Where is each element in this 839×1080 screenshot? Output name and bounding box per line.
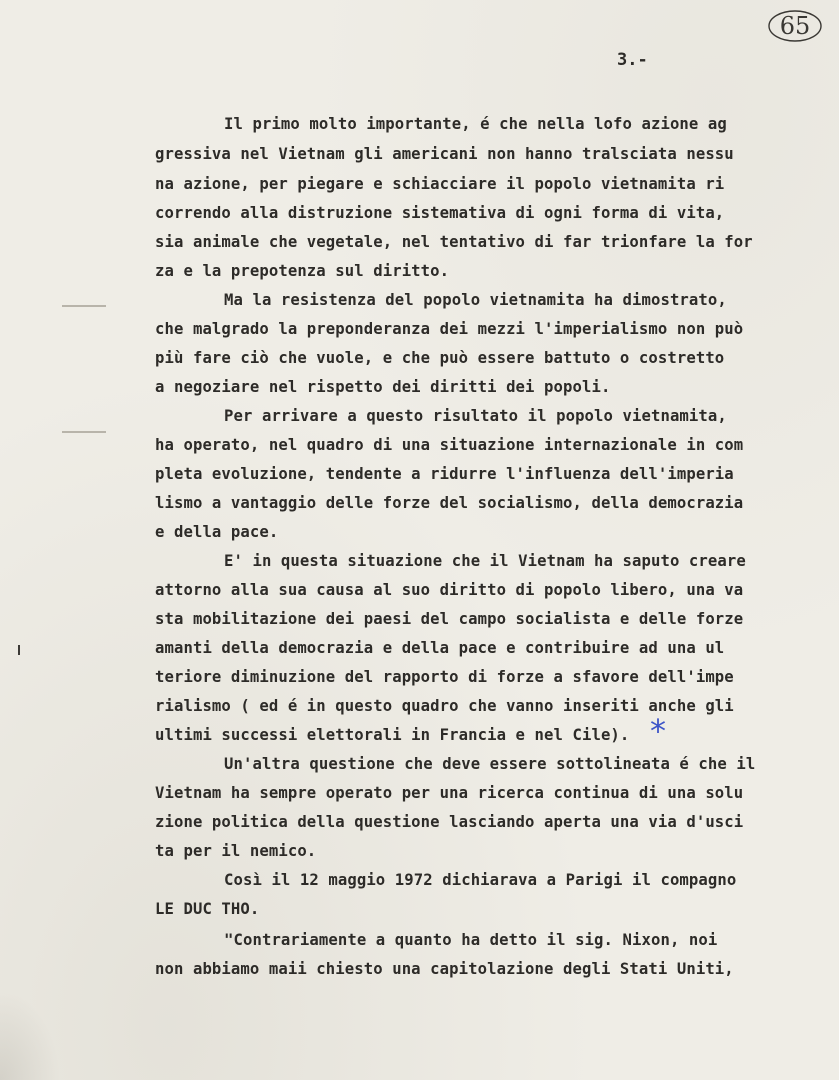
text-line: correndo alla distruzione sistemativa di ogni forma di vita, bbox=[155, 204, 725, 222]
text-line: "Contrariamente a quanto ha detto il sig. Nixon, noi bbox=[224, 931, 718, 949]
text-line: Un'altra questione che deve essere sottolineata é che il bbox=[224, 755, 756, 773]
archive-number: 65 bbox=[779, 12, 811, 40]
text-line: lismo a vantaggio delle forze del socialismo, della democrazia bbox=[155, 494, 744, 512]
margin-mark bbox=[62, 431, 106, 433]
text-line: Così il 12 maggio 1972 dichiarava a Parigi il compagno bbox=[224, 871, 737, 889]
text-line: ultimi successi elettorali in Francia e nel Cile). bbox=[155, 726, 630, 744]
text-line: rialismo ( ed é in questo quadro che vanno inseriti anche gli bbox=[155, 697, 734, 715]
text-line: E' in questa situazione che il Vietnam ha saputo creare bbox=[224, 552, 746, 570]
margin-tick bbox=[18, 645, 20, 655]
asterisk-annotation: * bbox=[650, 712, 666, 750]
text-line: za e la prepotenza sul diritto. bbox=[155, 262, 450, 280]
text-line: a negoziare nel rispetto dei diritti dei popoli. bbox=[155, 378, 611, 396]
text-line: Vietnam ha sempre operato per una ricerca continua di una solu bbox=[155, 784, 744, 802]
page-number: 3.- bbox=[617, 50, 648, 70]
text-line: che malgrado la preponderanza dei mezzi l'imperialismo non può bbox=[155, 320, 744, 338]
text-line: LE DUC THO. bbox=[155, 900, 260, 918]
text-line: sia animale che vegetale, nel tentativo di far trionfare la for bbox=[155, 233, 753, 251]
archive-number-stamp bbox=[766, 8, 824, 44]
text-line: Per arrivare a questo risultato il popolo vietnamita, bbox=[224, 407, 727, 425]
text-line: attorno alla sua causa al suo diritto di popolo libero, una va bbox=[155, 581, 744, 599]
text-line: non abbiamo maii chiesto una capitolazione degli Stati Uniti, bbox=[155, 960, 734, 978]
text-line: ha operato, nel quadro di una situazione internazionale in com bbox=[155, 436, 744, 454]
text-line: sta mobilitazione dei paesi del campo socialista e delle forze bbox=[155, 610, 744, 628]
scan-shadow bbox=[0, 990, 60, 1080]
text-line: ta per il nemico. bbox=[155, 842, 317, 860]
margin-mark bbox=[62, 305, 106, 307]
text-line: più fare ciò che vuole, e che può essere battuto o costretto bbox=[155, 349, 725, 367]
text-line: amanti della democrazia e della pace e contribuire ad una ul bbox=[155, 639, 725, 657]
text-line: pleta evoluzione, tendente a ridurre l'influenza dell'imperia bbox=[155, 465, 734, 483]
text-line: Il primo molto importante, é che nella lofo azione ag bbox=[224, 115, 727, 133]
text-line: gressiva nel Vietnam gli americani non hanno tralsciata nessu bbox=[155, 145, 734, 163]
text-line: teriore diminuzione del rapporto di forze a sfavore dell'impe bbox=[155, 668, 734, 686]
text-line: na azione, per piegare e schiacciare il popolo vietnamita ri bbox=[155, 175, 725, 193]
text-line: zione politica della questione lasciando aperta una via d'usci bbox=[155, 813, 744, 831]
text-line: e della pace. bbox=[155, 523, 279, 541]
text-line: Ma la resistenza del popolo vietnamita ha dimostrato, bbox=[224, 291, 727, 309]
